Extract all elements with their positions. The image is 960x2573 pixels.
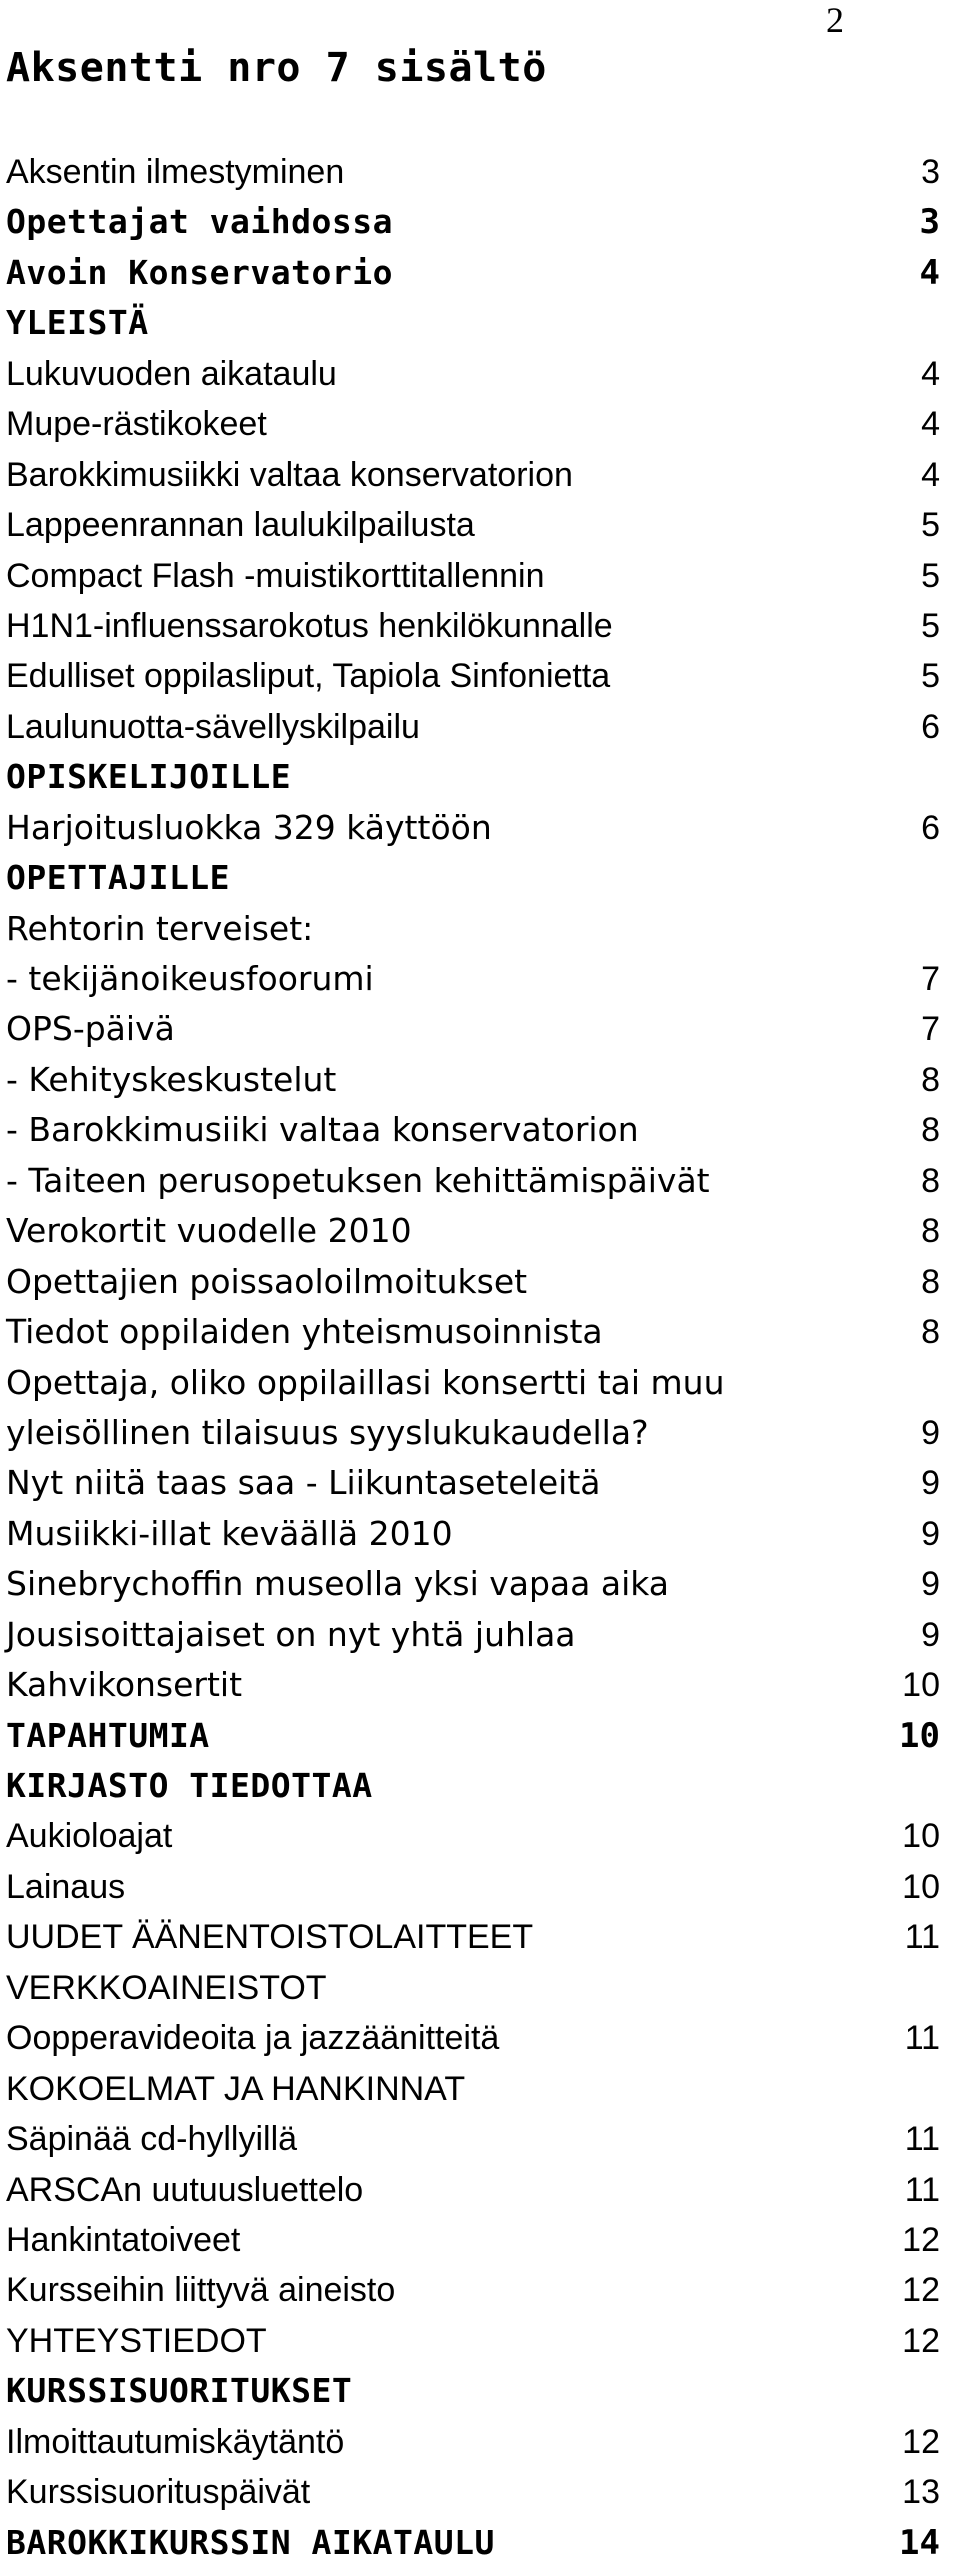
- toc-entry: [6, 2064, 946, 2114]
- toc-entry-page-number: 9: [921, 1514, 940, 1553]
- toc-entry: [6, 1358, 946, 1408]
- toc-section-heading: [6, 2518, 946, 2568]
- toc-section-heading: [6, 853, 946, 903]
- toc-entry-page-number: 4: [921, 405, 940, 444]
- toc-entry: [6, 1458, 946, 1508]
- toc-entry-label: - Kehityskeskustelut: [6, 1059, 337, 1099]
- toc-entry-label: Säpinää cd-hyllyillä: [6, 2120, 298, 2159]
- toc-section-heading: [6, 197, 946, 247]
- toc-entry-label: OPETTAJILLE: [6, 858, 231, 898]
- toc-entry-page-number: 4: [919, 252, 940, 293]
- toc-entry-label: KOKOELMAT JA HANKINNAT: [6, 2069, 466, 2108]
- toc-entry-label: ARSCAn uutuusluettelo: [6, 2170, 364, 2209]
- toc-entry-label: Lappeenrannan laulukilpailusta: [6, 506, 475, 545]
- toc-entry-label: Lukuvuoden aikataulu: [6, 354, 337, 393]
- toc-entry: [6, 1963, 946, 2013]
- toc-entry: [6, 2265, 946, 2315]
- toc-entry: [6, 551, 946, 601]
- toc-entry-page-number: 6: [921, 808, 940, 847]
- toc-entry-page-number: 8: [921, 1060, 940, 1099]
- toc-entry: [6, 399, 946, 449]
- toc-entry-label: Aukioloajat: [6, 1817, 173, 1856]
- toc-entry: [6, 1307, 946, 1357]
- toc-entry-page-number: 10: [902, 1666, 940, 1705]
- toc-entry: [6, 450, 946, 500]
- toc-entry-page-number: 10: [902, 1867, 940, 1906]
- toc-entry: [6, 2417, 946, 2467]
- toc-entry-label: Aksentin ilmestyminen: [6, 153, 345, 191]
- toc-entry-label: VERKKOAINEISTOT: [6, 1968, 327, 2007]
- toc-entry: [6, 2316, 946, 2366]
- toc-entry: [6, 1610, 946, 1660]
- toc-section-heading: [6, 298, 946, 348]
- toc-entry: [6, 1105, 946, 1155]
- toc-entry: [6, 1559, 946, 1609]
- toc-entry-label: Barokkimusiikki valtaa konservatorion: [6, 455, 573, 494]
- toc-entry-label: Rehtorin terveiset:: [6, 908, 314, 948]
- toc-entry-label: UUDET ÄÄNENTOISTOLAITTEET: [6, 1918, 534, 1957]
- toc-section-heading: [6, 2366, 946, 2416]
- toc-entry-label: H1N1-influenssarokotus henkilökunnalle: [6, 606, 613, 645]
- toc-entry: [6, 1811, 946, 1861]
- toc-entry-label: Compact Flash -muistikorttitallennin: [6, 556, 545, 595]
- toc-entry-page-number: 9: [921, 1464, 940, 1503]
- toc-entry-page-number: 9: [921, 1565, 940, 1604]
- toc-entry-label: Mupe-rästikokeet: [6, 405, 267, 444]
- toc-entry-page-number: 9: [921, 1413, 940, 1452]
- toc-entry-page-number: 4: [921, 354, 940, 393]
- toc-entry-label: KIRJASTO TIEDOTTAA: [6, 1766, 373, 1805]
- toc-entry: [6, 1206, 946, 1256]
- toc-entry-label: BAROKKIKURSSIN AIKATAULU: [6, 2522, 495, 2562]
- toc-entry-page-number: 8: [921, 1212, 940, 1251]
- toc-entry-label: yleisöllinen tilaisuus syyslukukaudella?: [6, 1412, 649, 1452]
- toc-entry-page-number: 10: [902, 1817, 940, 1856]
- toc-entry-page-number: 8: [921, 1262, 940, 1301]
- toc-entry-label: Laulunuotta-sävellyskilpailu: [6, 707, 420, 746]
- toc-entry: [6, 1055, 946, 1105]
- toc-entry-label: OPISKELIJOILLE: [6, 757, 292, 797]
- toc-entry-label: OPS-päivä: [6, 1009, 175, 1049]
- toc-entry: [6, 954, 946, 1004]
- toc-entry-page-number: 9: [921, 1615, 940, 1654]
- toc-entry: [6, 2467, 946, 2517]
- toc-entry: [6, 500, 946, 550]
- toc-entry: [6, 1408, 946, 1458]
- toc-entry: [6, 601, 946, 651]
- toc-entry-page-number: 8: [921, 1111, 940, 1150]
- toc-section-heading: [6, 248, 946, 298]
- toc-entry-label: Kursseihin liittyvä aineisto: [6, 2271, 396, 2310]
- toc-entry-label: Tiedot oppilaiden yhteismusoinnista: [6, 1312, 603, 1352]
- toc-entry-label: Opettajat vaihdossa: [6, 202, 393, 242]
- toc-entry-page-number: 3: [921, 153, 940, 191]
- toc-entry-page-number: 11: [904, 2170, 940, 2209]
- toc-entry-label: Oopperavideoita ja jazzäänitteitä: [6, 2019, 500, 2058]
- toc-entry-label: KURSSISUORITUKSET: [6, 2371, 353, 2411]
- toc-entry-label: YHTEYSTIEDOT: [6, 2321, 267, 2360]
- toc-entry-label: Edulliset oppilasliput, Tapiola Sinfonietta: [6, 657, 611, 696]
- toc-entry-label: - Barokkimusiiki valtaa konservatorion: [6, 1110, 639, 1150]
- toc-entry-page-number: 6: [921, 707, 940, 746]
- toc-entry-label: Ilmoittautumiskäytäntö: [6, 2422, 345, 2461]
- toc-entry-label: Lainaus: [6, 1867, 126, 1906]
- toc-entry: [6, 2114, 946, 2164]
- toc-entry: [6, 1862, 946, 1912]
- toc-entry-label: YLEISTÄ: [6, 303, 149, 343]
- toc-entry-page-number: 11: [904, 2019, 940, 2058]
- toc-entry-page-number: 8: [921, 1313, 940, 1352]
- toc-entry-page-number: 14: [899, 2522, 940, 2563]
- toc-entry-page-number: 5: [921, 556, 940, 595]
- toc-entry: [6, 803, 946, 853]
- toc-entry-page-number: 5: [921, 606, 940, 645]
- toc-entry-label: Avoin Konservatorio: [6, 252, 393, 292]
- page-number: 2: [826, 0, 844, 40]
- toc-entry-page-number: 10: [899, 1715, 940, 1756]
- toc-entry-page-number: 11: [904, 1918, 940, 1957]
- toc-entry-label: Opettajien poissaoloilmoitukset: [6, 1261, 528, 1301]
- toc-entry-label: Kahvikonsertit: [6, 1665, 243, 1705]
- toc-entry: [6, 702, 946, 752]
- toc-entry-page-number: 12: [902, 2271, 940, 2310]
- toc-entry-label: Musiikki-illat keväällä 2010: [6, 1513, 453, 1553]
- toc-entry: [6, 1156, 946, 1206]
- toc-entry: [6, 2013, 946, 2063]
- table-of-contents: [6, 147, 946, 2568]
- toc-entry-page-number: 12: [902, 2321, 940, 2360]
- toc-entry-page-number: 11: [904, 2120, 940, 2159]
- toc-entry-label: Opettaja, oliko oppilaillasi konsertti tai muu: [6, 1362, 725, 1402]
- toc-section-heading: [6, 752, 946, 802]
- toc-entry-page-number: 7: [921, 1010, 940, 1049]
- toc-entry-label: - tekijänoikeusfoorumi: [6, 959, 374, 998]
- toc-entry-label: Jousisoittajaiset on nyt yhtä juhlaa: [6, 1614, 576, 1654]
- toc-entry-page-number: 12: [902, 2220, 940, 2259]
- toc-entry-page-number: 13: [902, 2473, 940, 2512]
- toc-entry-page-number: 5: [921, 506, 940, 545]
- toc-entry: [6, 1509, 946, 1559]
- toc-entry: [6, 1004, 946, 1054]
- toc-entry-page-number: 4: [921, 455, 940, 494]
- toc-entry-page-number: 12: [902, 2422, 940, 2461]
- toc-section-heading: [6, 1761, 946, 1811]
- page-title: Aksentti nro 7 sisältö: [6, 45, 547, 91]
- toc-section-heading: [6, 1711, 946, 1761]
- toc-entry-label: Harjoitusluokka 329 käyttöön: [6, 807, 492, 847]
- toc-entry: [6, 1660, 946, 1710]
- toc-entry-page-number: 3: [919, 202, 940, 243]
- toc-entry: [6, 1257, 946, 1307]
- toc-entry: [6, 2165, 946, 2215]
- toc-entry: [6, 651, 946, 701]
- toc-entry-page-number: 8: [921, 1161, 940, 1200]
- toc-entry-page-number: 7: [921, 960, 940, 998]
- toc-entry-label: Hankintatoiveet: [6, 2220, 241, 2259]
- toc-entry-label: Nyt niitä taas saa - Liikuntaseteleitä: [6, 1463, 601, 1503]
- toc-entry-label: Kurssisuorituspäivät: [6, 2473, 311, 2512]
- toc-entry: [6, 147, 946, 197]
- toc-entry-label: TAPAHTUMIA: [6, 1715, 210, 1755]
- toc-entry-page-number: 5: [921, 657, 940, 696]
- toc-entry-label: Sinebrychoffin museolla yksi vapaa aika: [6, 1564, 669, 1604]
- toc-entry-label: Verokortit vuodelle 2010: [6, 1211, 412, 1251]
- toc-entry-label: - Taiteen perusopetuksen kehittämispäivät: [6, 1160, 710, 1200]
- toc-entry: [6, 2215, 946, 2265]
- toc-entry: [6, 904, 946, 954]
- toc-entry: [6, 349, 946, 399]
- toc-entry: [6, 1912, 946, 1962]
